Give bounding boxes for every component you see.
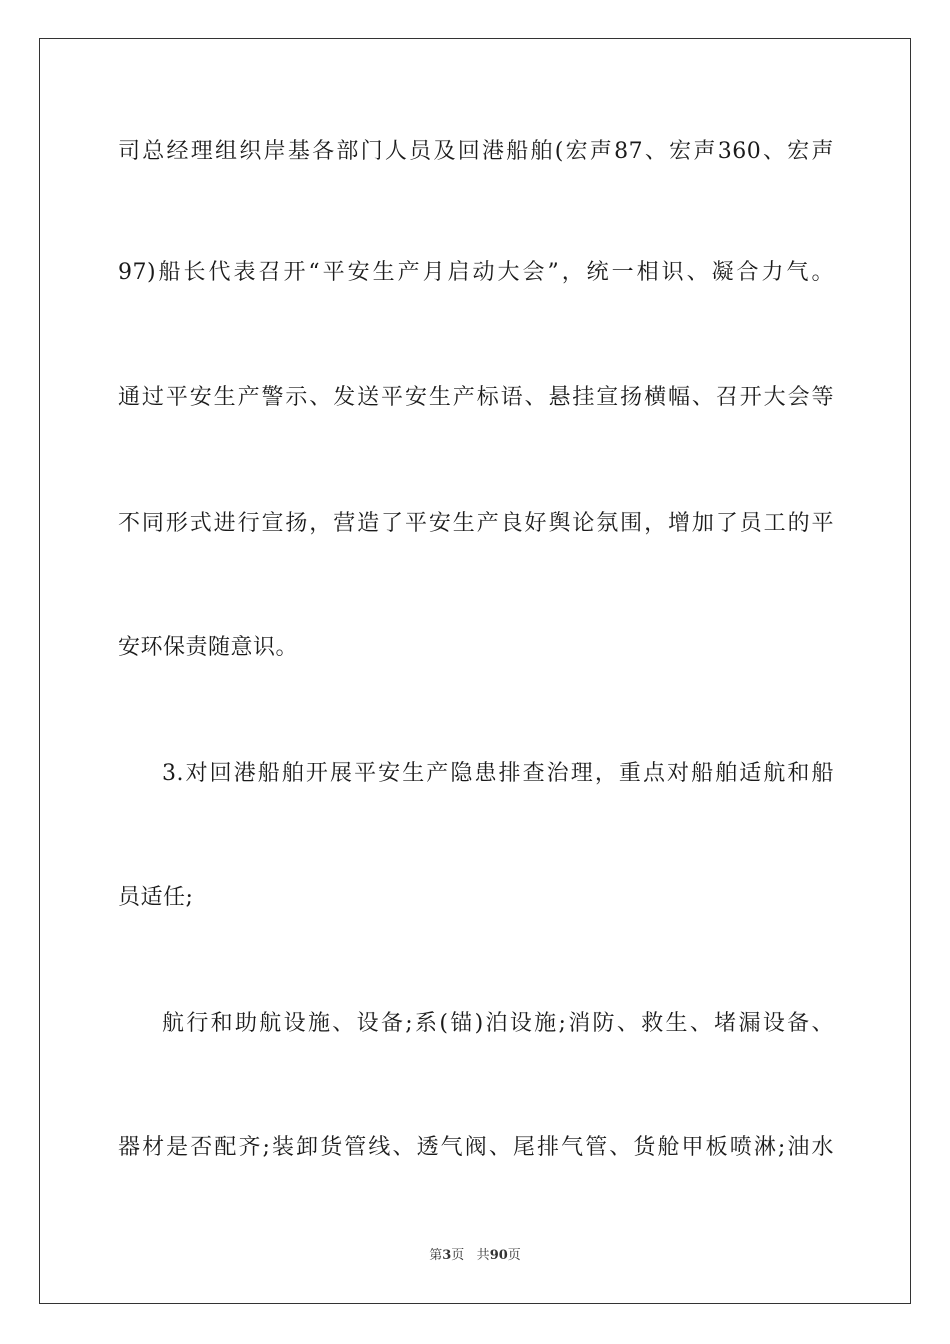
footer-total-suffix: 页 — [507, 1248, 521, 1263]
body-text-line-2: 97)船长代表召开“平安生产月启动大会”，统一相识、凝合力气。 — [118, 260, 834, 285]
body-text-line-7: 员适任; — [118, 885, 194, 910]
footer-total-pages: 90 — [489, 1248, 508, 1263]
footer-current-page: 3 — [442, 1248, 452, 1263]
page-footer — [0, 1247, 950, 1265]
body-text-line-4: 不同形式进行宣扬，营造了平安生产良好舆论氛围，增加了员工的平 — [118, 511, 834, 536]
body-text-line-3: 通过平安生产警示、发送平安生产标语、悬挂宣扬横幅、召开大会等 — [118, 385, 834, 410]
footer-total-prefix: 共 — [476, 1248, 490, 1263]
body-text-line-8: 航行和助航设施、设备;系(锚)泊设施;消防、救生、堵漏设备、 — [162, 1011, 834, 1036]
page-border — [39, 38, 911, 1304]
body-text-line-1: 司总经理组织岸基各部门人员及回港船舶(宏声87、宏声360、宏声 — [118, 139, 834, 164]
body-text-line-9: 器材是否配齐;装卸货管线、透气阀、尾排气管、货舱甲板喷淋;油水 — [118, 1135, 834, 1160]
footer-prefix: 第 — [429, 1248, 443, 1263]
body-text-line-5: 安环保责随意识。 — [118, 635, 299, 660]
footer-page-suffix: 页 — [451, 1248, 465, 1263]
body-text-line-6: 3.对回港船舶开展平安生产隐患排查治理，重点对船舶适航和船 — [162, 761, 834, 786]
